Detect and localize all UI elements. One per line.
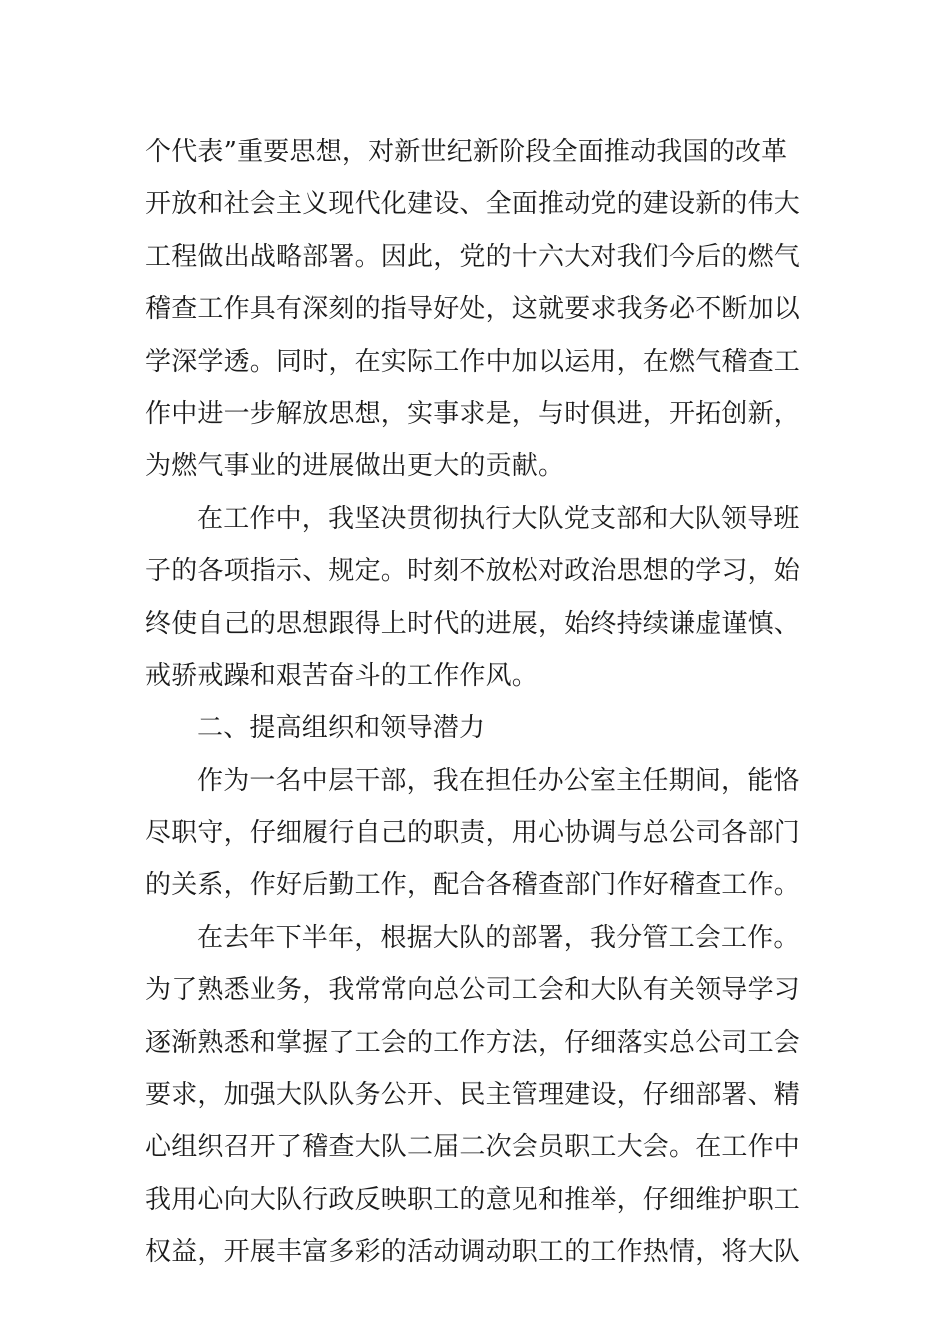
- text-line: 尽职守，仔细履行自己的职责，用心协调与总公司各部门: [145, 818, 801, 849]
- text-line: 为燃气事业的进展做出更大的贡献。: [145, 451, 565, 482]
- text-line: 个代表”重要思想，对新世纪新阶段全面推动我国的改革: [145, 137, 788, 167]
- paragraph-start-line: 在工作中，我坚决贯彻执行大队党支部和大队领导班: [197, 503, 800, 534]
- text-line: 我用心向大队行政反映职工的意见和推举，仔细维护职工: [145, 1184, 801, 1215]
- section-heading: 二、提高组织和领导潜力: [197, 713, 486, 744]
- text-line: 终使自己的思想跟得上时代的进展，始终持续谦虚谨慎、: [145, 608, 801, 639]
- text-line: 工程做出战略部署。因此，党的十六大对我们今后的燃气: [145, 241, 801, 272]
- text-line: 要求，加强大队队务公开、民主管理建设，仔细部署、精: [145, 1080, 801, 1111]
- text-line: 子的各项指示、规定。时刻不放松对政治思想的学习，始: [145, 556, 801, 587]
- text-line: 稽查工作具有深刻的指导好处，这就要求我务必不断加以: [145, 294, 801, 325]
- text-line: 逐渐熟悉和掌握了工会的工作方法，仔细落实总公司工会: [145, 1027, 801, 1058]
- text-line: 戒骄戒躁和艰苦奋斗的工作作风。: [145, 660, 539, 691]
- text-line: 的关系，作好后勤工作，配合各稽查部门作好稽查工作。: [145, 870, 801, 901]
- text-line: 学深学透。同时，在实际工作中加以运用，在燃气稽查工: [145, 346, 801, 377]
- text-line: 权益，开展丰富多彩的活动调动职工的工作热情，将大队: [145, 1237, 801, 1268]
- paragraph-start-line: 在去年下半年，根据大队的部署，我分管工会工作。: [197, 922, 800, 953]
- text-line: 作中进一步解放思想，实事求是，与时俱进，开拓创新，: [145, 398, 801, 429]
- text-line: 心组织召开了稽查大队二届二次会员职工大会。在工作中: [145, 1132, 801, 1163]
- text-line: 为了熟悉业务，我常常向总公司工会和大队有关领导学习: [145, 975, 801, 1006]
- text-line: 开放和社会主义现代化建设、全面推动党的建设新的伟大: [145, 189, 801, 220]
- paragraph-start-line: 作为一名中层干部，我在担任办公室主任期间，能恪: [197, 765, 800, 796]
- document-body: [145, 126, 810, 1279]
